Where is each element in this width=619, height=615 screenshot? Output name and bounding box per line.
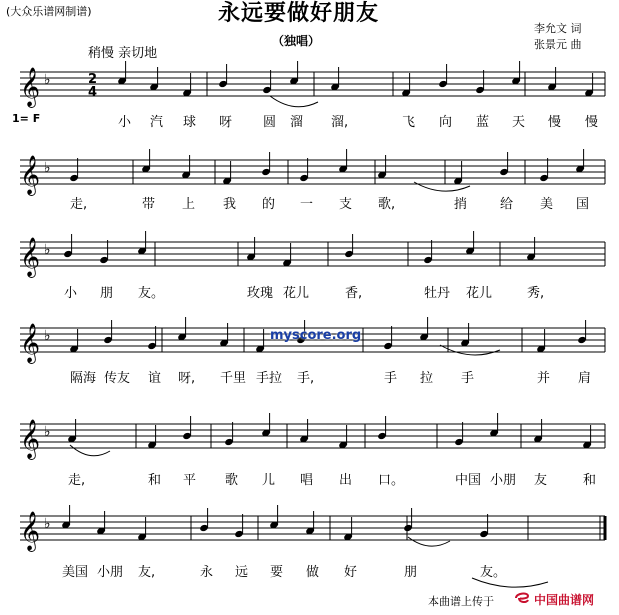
lyric-syllable: 花儿 [283, 286, 310, 301]
source-note: (大众乐谱网制谱) [6, 5, 92, 18]
lyric-syllable: 友。 [480, 565, 507, 580]
lyric-syllable: 朋 [404, 565, 418, 580]
flat-sign-icon: ♭ [44, 424, 51, 440]
lyric-syllable: 向 [439, 115, 453, 130]
lyric-syllable: 秀, [527, 286, 545, 301]
lyric-syllable: 牡丹 [424, 286, 451, 301]
lyric-syllable: 和 [583, 473, 597, 488]
treble-clef-icon: 𝄞 [20, 237, 41, 277]
slur [408, 537, 450, 546]
upload-note: 本曲谱上传于 [428, 595, 494, 608]
lyric-syllable: 出 [339, 473, 353, 488]
lyric-syllable: 慢 [585, 115, 599, 130]
lyric-syllable: 我 [223, 197, 237, 212]
tempo-marking: 稍慢 亲切地 [88, 46, 158, 61]
lyric-syllable: 要 [270, 565, 284, 580]
lyric-syllable: 友 [534, 473, 548, 488]
lyric-syllable: 带 [142, 197, 156, 212]
lyric-syllable: 手拉 [256, 371, 283, 386]
lyric-syllable: 手 [384, 371, 398, 386]
lyric-syllable: 飞 [402, 115, 416, 130]
watermark: myscore.org [270, 328, 362, 343]
lyric-syllable: 唱 [300, 473, 314, 488]
lyric-syllable: 歌, [378, 197, 396, 212]
lyric-syllable: 走, [68, 473, 86, 488]
lyric-syllable: 谊 [148, 371, 162, 386]
lyric-syllable: 儿 [262, 473, 276, 488]
composer-credit: 张景元 曲 [534, 38, 582, 51]
lyric-syllable: 圆 [263, 115, 277, 130]
lyric-syllable: 永 [200, 565, 214, 580]
flat-sign-icon: ♭ [44, 328, 51, 344]
site-logo-icon [514, 591, 530, 605]
lyric-syllable: 友。 [138, 286, 165, 301]
lyric-syllable: 传友 [104, 371, 131, 386]
flat-sign-icon: ♭ [44, 516, 51, 532]
lyric-syllable: 小 [64, 286, 78, 301]
lyric-syllable: 天 [512, 115, 526, 130]
lyric-syllable: 一 [300, 197, 314, 212]
treble-clef-icon: 𝄞 [20, 155, 41, 195]
flat-sign-icon: ♭ [44, 242, 51, 258]
lyric-syllable: 上 [182, 197, 196, 212]
lyric-syllable: 捎 [454, 197, 468, 212]
lyric-syllable: 做 [306, 565, 320, 580]
lyric-syllable: 给 [500, 197, 514, 212]
lyric-syllable: 球 [183, 115, 197, 130]
lyric-syllable: 平 [183, 473, 197, 488]
site-name: 中国曲谱网 [534, 593, 595, 607]
key-signature-label: 1= F [12, 112, 41, 125]
lyric-syllable: 花儿 [466, 286, 493, 301]
lyric-syllable: 支 [339, 197, 353, 212]
lyric-syllable: 小朋 [490, 473, 517, 488]
lyric-syllable: 走, [70, 197, 88, 212]
lyric-syllable: 千里 [220, 371, 247, 386]
treble-clef-icon: 𝄞 [20, 323, 41, 363]
lyric-syllable: 小 [118, 115, 132, 130]
lyric-syllable: 隔海 [70, 371, 97, 386]
lyric-syllable: 手, [297, 371, 315, 386]
lyric-syllable: 好 [344, 565, 358, 580]
treble-clef-icon: 𝄞 [20, 511, 41, 551]
lyric-syllable: 口。 [378, 473, 405, 488]
lyric-syllable: 玫瑰 [247, 286, 274, 301]
time-signature-bottom: 4 [88, 85, 98, 100]
lyric-syllable: 慢 [548, 115, 562, 130]
lyric-syllable: 美国 [62, 565, 89, 580]
lyric-syllable: 拉 [420, 371, 434, 386]
lyric-syllable: 小朋 [97, 565, 124, 580]
lyric-syllable: 国 [576, 197, 590, 212]
lyric-syllable: 歌 [225, 473, 239, 488]
lyric-syllable: 朋 [100, 286, 114, 301]
lyric-syllable: 呀 [219, 115, 233, 130]
lyric-syllable: 友, [138, 565, 156, 580]
lyric-syllable: 汽 [150, 115, 164, 130]
lyric-syllable: 并 [537, 371, 551, 386]
lyric-syllable: 手 [461, 371, 475, 386]
lyric-syllable: 远 [235, 565, 249, 580]
lyricist-credit: 李允文 词 [534, 22, 582, 35]
time-signature-top: 2 [88, 72, 98, 87]
lyric-syllable: 美 [540, 197, 554, 212]
lyric-syllable: 和 [148, 473, 162, 488]
lyric-syllable: 溜 [290, 115, 304, 130]
slur [270, 96, 318, 107]
lyric-syllable: 的 [262, 197, 276, 212]
lyric-syllable: 肩 [578, 371, 592, 386]
slur [70, 445, 110, 456]
lyric-syllable: 呀, [178, 371, 196, 386]
slur [440, 345, 500, 355]
lyric-syllable: 中国 [455, 473, 482, 488]
flat-sign-icon: ♭ [44, 160, 51, 176]
lyric-syllable: 蓝 [476, 115, 490, 130]
treble-clef-icon: 𝄞 [20, 419, 41, 459]
lyric-syllable: 香, [345, 286, 363, 301]
flat-sign-icon: ♭ [44, 72, 51, 88]
song-title: 永远要做好朋友 [218, 0, 380, 26]
lyric-syllable: 溜, [331, 115, 349, 130]
slur [414, 182, 470, 191]
treble-clef-icon: 𝄞 [20, 67, 41, 107]
song-subtitle: （独唱） [272, 34, 321, 48]
